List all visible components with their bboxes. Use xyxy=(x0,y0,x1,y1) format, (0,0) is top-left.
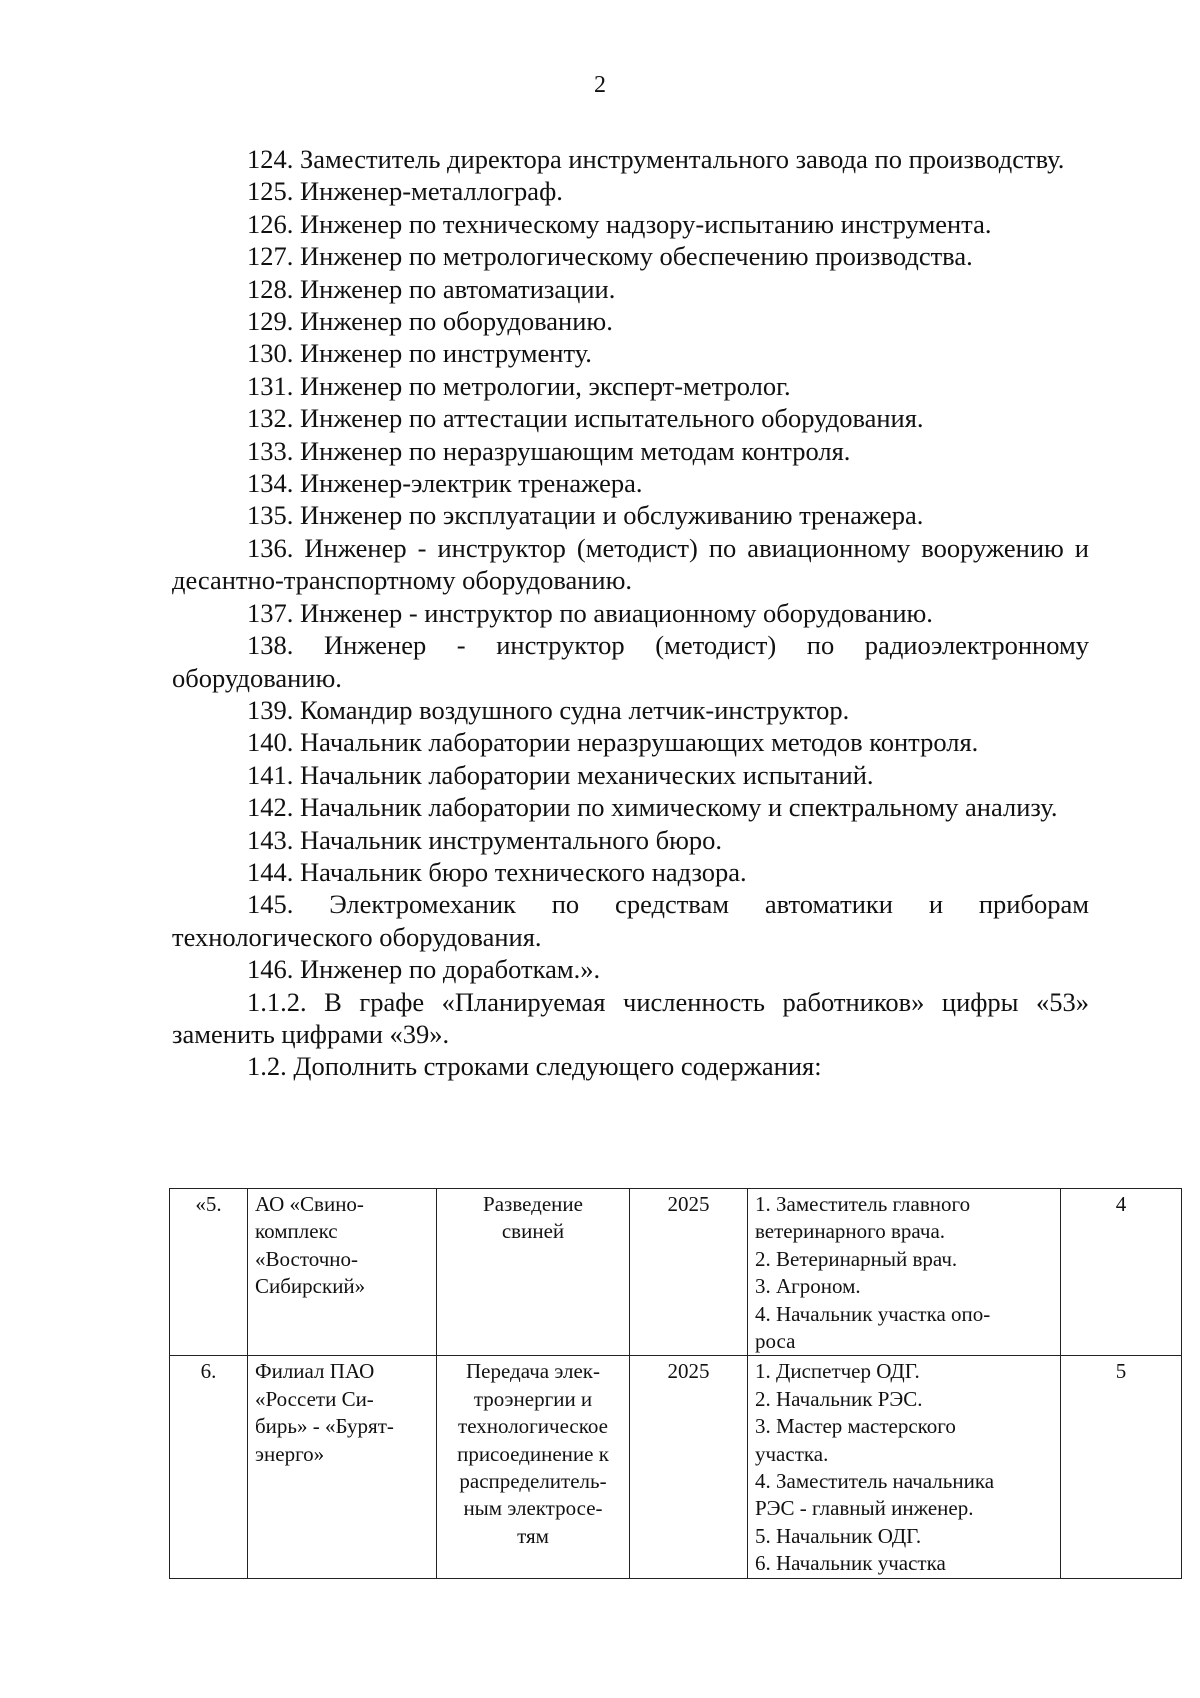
activity-line: технологическое xyxy=(458,1414,608,1439)
insertion-table xyxy=(169,1188,1182,1579)
organization-line: Филиал ПАО xyxy=(255,1359,375,1384)
position-line: 2. Начальник РЭС. xyxy=(755,1386,923,1411)
position-line: роса xyxy=(755,1329,796,1354)
activity-line: тям xyxy=(517,1523,549,1548)
list-item-138: 138. Инженер - инструктор (методист) по радиоэлектронному оборудованию. xyxy=(172,630,1089,693)
list-item-134: 134. Инженер-электрик тренажера. xyxy=(247,468,643,499)
list-item-131: 131. Инженер по метрологии, эксперт-метролог. xyxy=(247,370,791,401)
count-cell: 5 xyxy=(1061,1356,1182,1578)
activity-cell xyxy=(437,1356,630,1578)
list-item-146: 146. Инженер по доработкам.». xyxy=(247,954,601,985)
list-item-136: 136. Инженер - инструктор (методист) по авиационному вооружению и десантно-транспортному оборудованию. xyxy=(172,532,1089,596)
position-line: 6. Начальник участка xyxy=(755,1551,946,1576)
activity-line: Разведение xyxy=(483,1192,583,1216)
position-line: 1. Диспетчер ОДГ. xyxy=(755,1359,920,1384)
clause-1-2: 1.2. Дополнить строками следующего содержания: xyxy=(247,1051,822,1082)
organization-line: энерго» xyxy=(255,1441,325,1466)
organization-line: Сибирский» xyxy=(255,1274,366,1299)
position-line: РЭС - главный инженер. xyxy=(755,1496,974,1521)
position-line: ветеринарного врача. xyxy=(755,1219,946,1244)
position-line: 3. Мастер мастерского xyxy=(755,1414,956,1439)
body-text xyxy=(172,143,1089,1083)
activity-line: троэнергии и xyxy=(473,1386,593,1411)
list-item-140: 140. Начальник лаборатории неразрушающих методов контроля. xyxy=(247,727,979,758)
page-number: 2 xyxy=(594,72,606,98)
position-line: участка. xyxy=(755,1441,829,1466)
position-line: 5. Начальник ОДГ. xyxy=(755,1523,922,1548)
year-cell: 2025 xyxy=(630,1356,748,1578)
organization-line: «Восточно- xyxy=(255,1246,359,1271)
row-number: «5. xyxy=(170,1189,248,1356)
table-row xyxy=(170,1189,1182,1356)
list-item-139: 139. Командир воздушного судна летчик-инструктор. xyxy=(247,694,850,725)
positions-cell xyxy=(748,1356,1061,1578)
table-row xyxy=(170,1356,1182,1578)
activity-line: ным электросе- xyxy=(463,1496,603,1521)
year-cell: 2025 xyxy=(630,1189,748,1356)
activity-line: распределитель- xyxy=(459,1469,607,1494)
row-number: 6. xyxy=(170,1356,248,1578)
position-line: 4. Заместитель начальника xyxy=(755,1469,995,1494)
list-item-126: 126. Инженер по техническому надзору-испытанию инструмента. xyxy=(247,208,992,239)
list-item-130: 130. Инженер по инструменту. xyxy=(247,338,592,369)
list-item-124: 124. Заместитель директора инструментального завода по производству. xyxy=(247,144,1065,174)
list-item-143: 143. Начальник инструментального бюро. xyxy=(247,824,723,855)
list-item-125: 125. Инженер-металлограф. xyxy=(247,176,563,207)
list-item-142: 142. Начальник лаборатории по химическому и спектральному анализу. xyxy=(247,792,1058,823)
organization-line: «Россети Си- xyxy=(255,1386,374,1411)
organization-cell xyxy=(248,1189,437,1356)
position-line: 4. Начальник участка опо- xyxy=(755,1301,991,1326)
activity-line: Передача элек- xyxy=(466,1359,600,1384)
list-item-127: 127. Инженер по метрологическому обеспечению производства. xyxy=(247,241,973,272)
list-item-145: 145. Электромеханик по средствам автоматики и приборам технологического оборудования. xyxy=(172,889,1089,952)
list-item-135: 135. Инженер по эксплуатации и обслуживанию тренажера. xyxy=(247,500,924,531)
clause-1-1-2: 1.1.2. В графе «Планируемая численность работников» цифры «53» заменить цифрами «39». xyxy=(172,986,1089,1049)
list-item-129: 129. Инженер по оборудованию. xyxy=(247,306,613,337)
position-line: 2. Ветеринарный врач. xyxy=(755,1246,958,1271)
list-item-144: 144. Начальник бюро технического надзора. xyxy=(247,856,747,887)
activity-line: свиней xyxy=(501,1219,565,1244)
activity-cell xyxy=(437,1189,630,1356)
positions-cell xyxy=(748,1189,1061,1356)
position-line: 1. Заместитель главного xyxy=(755,1192,971,1216)
list-item-132: 132. Инженер по аттестации испытательного оборудования. xyxy=(247,403,924,434)
activity-line: присоединение к xyxy=(457,1441,609,1466)
list-item-141: 141. Начальник лаборатории механических испытаний. xyxy=(247,759,874,790)
organization-line: бирь» - «Бурят- xyxy=(255,1414,394,1439)
list-item-133: 133. Инженер по неразрушающим методам контроля. xyxy=(247,435,851,466)
organization-line: АО «Свино- xyxy=(255,1192,364,1216)
list-item-137: 137. Инженер - инструктор по авиационному оборудованию. xyxy=(247,597,933,628)
position-line: 3. Агроном. xyxy=(755,1274,861,1299)
organization-line: комплекс xyxy=(255,1219,338,1244)
organization-cell xyxy=(248,1356,437,1578)
list-item-128: 128. Инженер по автоматизации. xyxy=(247,273,616,304)
count-cell: 4 xyxy=(1061,1189,1182,1356)
